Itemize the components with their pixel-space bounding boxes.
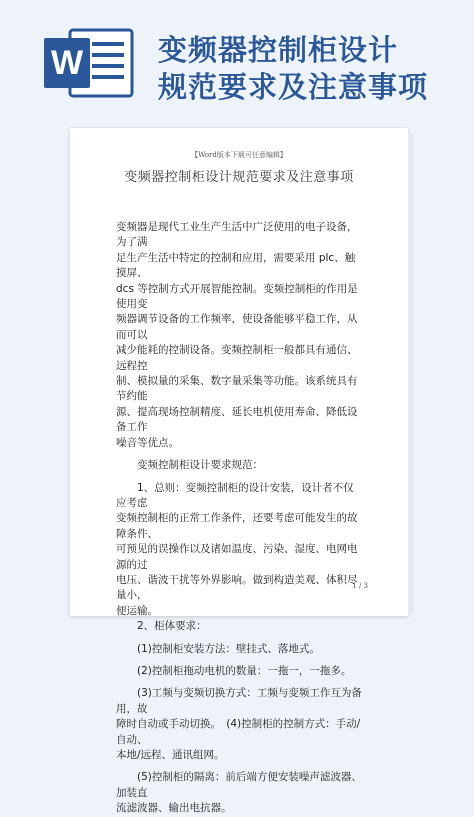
body-line: 流滤波器、输出电抗器。 [116, 802, 232, 815]
document-body [116, 220, 362, 817]
body-line: 可预见的误操作以及诸如温度、污染、湿度、电网电源的过 [116, 543, 358, 571]
body-line: 1、总则：变频控制柜的设计安装，设计者不仅应考虑 [116, 481, 354, 509]
body-line: 变频控制柜的正常工作条件，还要考虑可能发生的故障条件、 [116, 512, 358, 540]
body-line: 减少能耗的控制设备。变频控制柜一般都具有通信、远程控 [116, 344, 358, 372]
body-line: 便运输。 [116, 604, 158, 617]
word-logo-letter: W [50, 44, 84, 82]
body-line: (1)控制柜安装方法：壁挂式、落地式。 [116, 642, 320, 655]
body-line: 足生产生活中特定的控制和应用，需要采用 plc、触摸屏、 [116, 251, 356, 280]
body-line: 制、模拟量的采集、数字量采集等功能。该系统具有节约能 [116, 375, 358, 403]
body-line: 变频控制柜设计要求规范： [116, 459, 263, 472]
document-page [70, 128, 408, 815]
download-banner: 【Word版本下载可任意编辑】 [191, 151, 287, 159]
body-line: 变频器是现代工业生产生活中广泛使用的电子设备，为了满 [116, 221, 358, 249]
page-title-line2: 规范要求及注意事项 [158, 70, 429, 104]
body-line: 噪音等优点。 [116, 436, 179, 449]
document-title: 变频器控制柜设计规范要求及注意事项 [124, 170, 354, 185]
page-title-line1: 变频器控制柜设计 [158, 33, 399, 67]
body-line: (2)控制柜拖动电机的数量：一拖一，一拖多。 [116, 664, 352, 677]
page-number: 1 / 3 [352, 582, 368, 590]
body-line: 电压、谐波干扰等外界影响。做到构造美观、体积尽量小， [116, 573, 358, 602]
body-line: 障时自动或手动切换。 (4)控制柜的控制方式：手动/自动、 [116, 718, 361, 746]
body-line: 频器调节设备的工作频率，使设备能够平稳工作，从而可以 [116, 313, 358, 341]
body-line: 源、提高现场控制精度、延长电机使用寿命、降低设备工作 [116, 405, 358, 434]
header [0, 0, 474, 112]
body-line: 本地/远程、通讯组网。 [116, 749, 225, 761]
word-icon [40, 26, 140, 100]
body-line: 2、柜体要求： [116, 620, 207, 633]
body-line: dcs 等控制方式开展智能控制。变频控制柜的作用是使用变 [116, 282, 358, 311]
body-line: (3)工频与变频切换方式：工频与变频工作互为备用，故 [116, 687, 362, 715]
body-line: (5)控制柜的隔离：前后端方便安装噪声滤波器、加装直 [116, 771, 362, 799]
